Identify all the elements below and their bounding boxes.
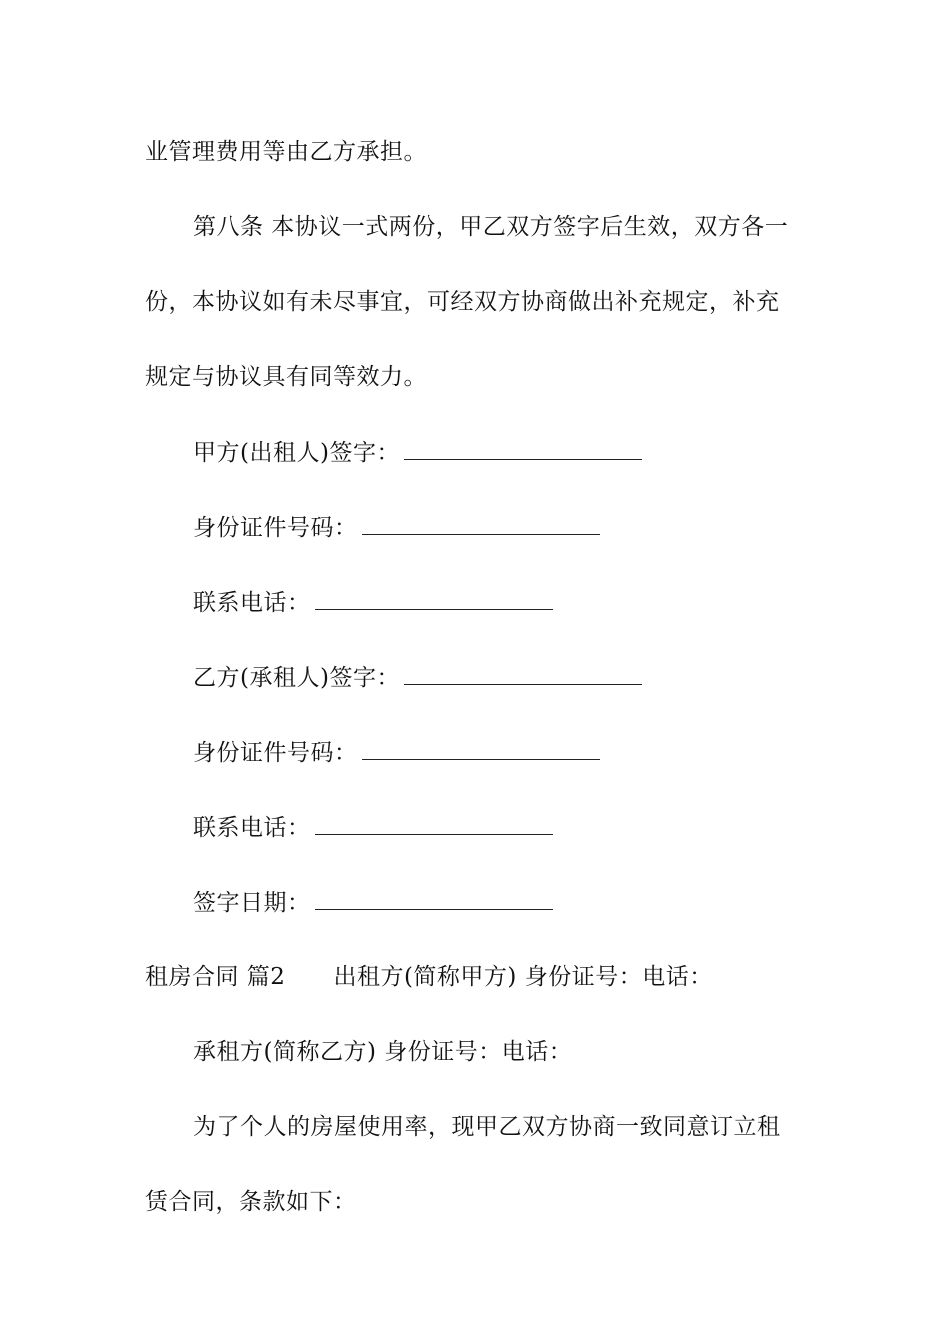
party-a-sign-row [193,437,642,468]
contract-2-heading: 租房合同 篇2 [145,964,286,990]
sign-date-label: 签字日期： [193,890,311,916]
party-b-sign-row [193,662,642,693]
sign-date-row [193,887,553,918]
party-a-phone-label: 联系电话： [193,590,311,616]
intro-line-1: 为了个人的房屋使用率，现甲乙双方协商一致同意订立租 [193,1114,781,1140]
article-8-line-3: 规定与协议具有同等效力。 [145,364,427,390]
party-b-sign-blank [404,662,642,685]
party-a-phone-row [193,587,553,618]
sign-date-blank [315,887,553,910]
party-a-id-row [193,512,600,543]
party-b-phone-blank [315,812,553,835]
paragraph-line: 业管理费用等由乙方承担。 [145,139,427,165]
party-a-sign-label: 甲方(出租人)签字： [193,440,400,466]
article-8-line-1: 第八条 本协议一式两份，甲乙双方签字后生效，双方各一 [193,214,789,240]
party-a-sign-blank [404,437,642,460]
party-b-sign-label: 乙方(承租人)签字： [193,665,400,691]
party-a-id-blank [362,512,600,535]
lessor-line: 出租方(简称甲方) 身份证号：电话： [333,964,713,990]
party-b-id-blank [362,737,600,760]
lessee-line: 承租方(简称乙方) 身份证号：电话： [193,1039,573,1065]
intro-line-2: 赁合同，条款如下： [145,1189,357,1215]
contract-2-heading-row [145,962,713,992]
article-8-line-2: 份，本协议如有未尽事宜，可经双方协商做出补充规定，补充 [145,289,780,315]
party-b-phone-label: 联系电话： [193,815,311,841]
party-b-id-row [193,737,600,768]
party-a-id-label: 身份证件号码： [193,515,358,541]
party-b-phone-row [193,812,553,843]
party-a-phone-blank [315,587,553,610]
party-b-id-label: 身份证件号码： [193,740,358,766]
